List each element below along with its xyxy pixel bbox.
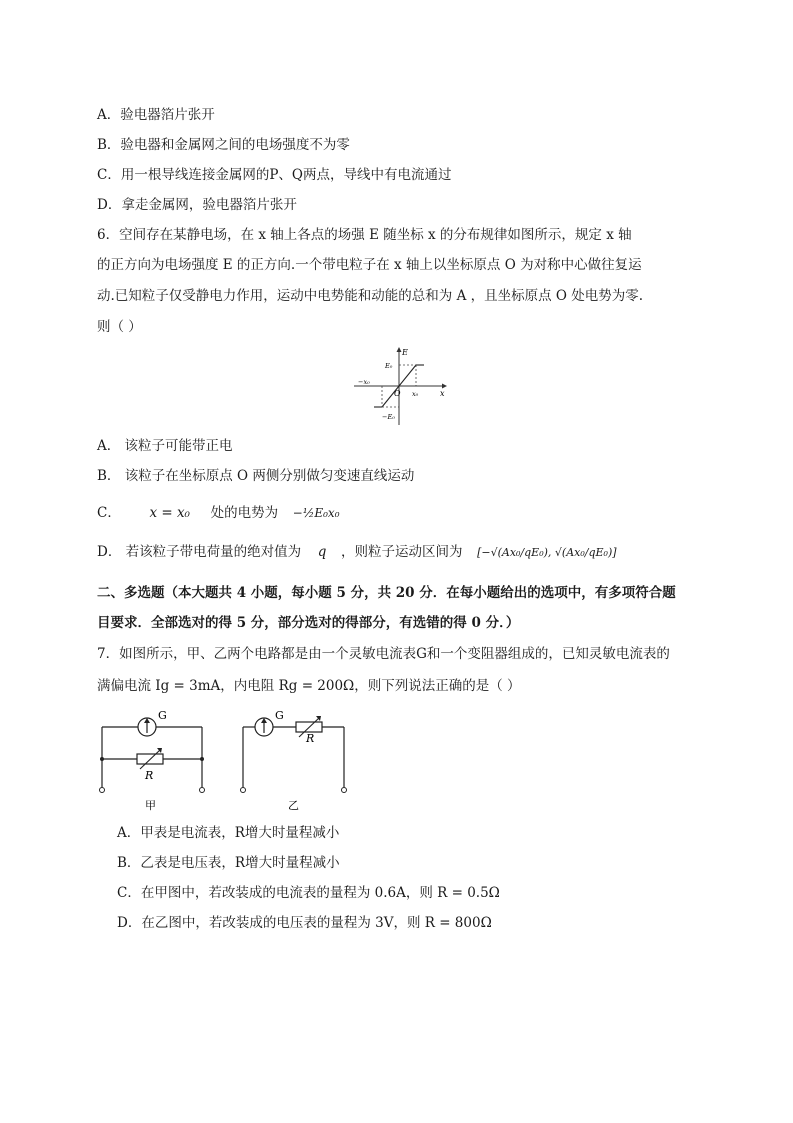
q6-option-c-expr: x = x₀ xyxy=(149,505,190,521)
q6-option-d-text: ，则粒子运动区间为 xyxy=(340,544,463,560)
q5-option-d: D．拿走金属网，验电器箔片张开 xyxy=(97,197,297,213)
q6-option-d-q: q xyxy=(317,544,327,560)
graph-e-axis-label: E xyxy=(402,348,408,357)
q5-option-c: C．用一根导线连接金属网的P、Q两点，导线中有电流通过 xyxy=(97,167,452,183)
q7-stem-line-2: 满偏电流 Ig = 3mA，内电阻 Rg = 200Ω，则下列说法正确的是（ ） xyxy=(97,678,521,694)
q6-option-c-text: 处的电势为 xyxy=(210,505,279,521)
section-2-heading-line-2: 目要求．全部选对的得 5 分，部分选对的得部分，有选错的得 0 分．） xyxy=(97,615,520,631)
q6-stem-line-1: 6．空间存在某静电场，在 x 轴上各点的场强 E 随坐标 x 的分布规律如图所示，规定 x 轴 xyxy=(97,227,632,243)
q6-option-c-prefix: C． xyxy=(97,505,121,521)
graph-x-axis-label: x xyxy=(440,389,445,398)
section-2-heading-line-1: 二、多选题（本大题共 4 小题，每小题 5 分，共 20 分．在每小题给出的选项中，有多项符合题 xyxy=(97,585,676,601)
graph-neg-x0-label: −x₀ xyxy=(358,378,370,386)
circuit-yi-diagram xyxy=(236,705,356,815)
q6-stem-line-4: 则（ ） xyxy=(97,319,142,335)
q6-option-d-interval: [−√(Ax₀/qE₀), √(Ax₀/qE₀)] xyxy=(477,546,617,559)
q6-option-d xyxy=(97,543,617,562)
q6-option-a: A． 该粒子可能带正电 xyxy=(97,438,233,454)
q7-option-c: C．在甲图中，若改装成的电流表的量程为 0.6A，则 R = 0.5Ω xyxy=(117,885,500,901)
graph-x0-label: x₀ xyxy=(412,390,419,398)
q7-option-a: A．甲表是电流表，R增大时量程减小 xyxy=(117,825,340,841)
graph-origin-label: O xyxy=(394,389,401,398)
circuit-yi-label: 乙 xyxy=(288,799,299,812)
q6-option-c xyxy=(97,504,340,522)
q5-option-a: A．验电器箔片张开 xyxy=(97,107,215,123)
q6-option-c-value: −½E₀x₀ xyxy=(292,506,340,520)
q7-stem-line-1: 7．如图所示，甲、乙两个电路都是由一个灵敏电流表G和一个变阻器组成的，已知灵敏电流表的 xyxy=(97,646,670,662)
q6-option-b: B． 该粒子在坐标原点 O 两侧分别做匀变速直线运动 xyxy=(97,468,415,484)
circuit-jia-diagram xyxy=(95,705,215,815)
q6-stem-line-3: 动.已知粒子仅受静电力作用，运动中电势能和动能的总和为 A ，且坐标原点 O 处电势为零. xyxy=(97,288,644,304)
graph-e0-label: E₀ xyxy=(385,362,393,370)
graph-neg-e0-label: −E₀ xyxy=(382,413,395,421)
circuit-jia-r-label: R xyxy=(145,769,154,782)
circuit-jia-label: 甲 xyxy=(145,799,156,812)
q6-option-d-prefix: D． 若该粒子带电荷量的绝对值为 xyxy=(97,544,302,560)
q7-option-d: D．在乙图中，若改装成的电压表的量程为 3V，则 R = 800Ω xyxy=(117,915,492,931)
circuit-yi-g-label: G xyxy=(275,709,284,722)
q6-field-graph xyxy=(352,345,448,427)
q7-option-b: B．乙表是电压表，R增大时量程减小 xyxy=(117,855,340,871)
q5-option-b: B．验电器和金属网之间的电场强度不为零 xyxy=(97,137,350,153)
circuit-jia-g-label: G xyxy=(158,709,167,722)
q6-stem-line-2: 的正方向为电场强度 E 的正方向.一个带电粒子在 x 轴上以坐标原点 O 为对称中心做往复运 xyxy=(97,257,642,273)
circuit-yi-r-label: R xyxy=(306,732,315,745)
